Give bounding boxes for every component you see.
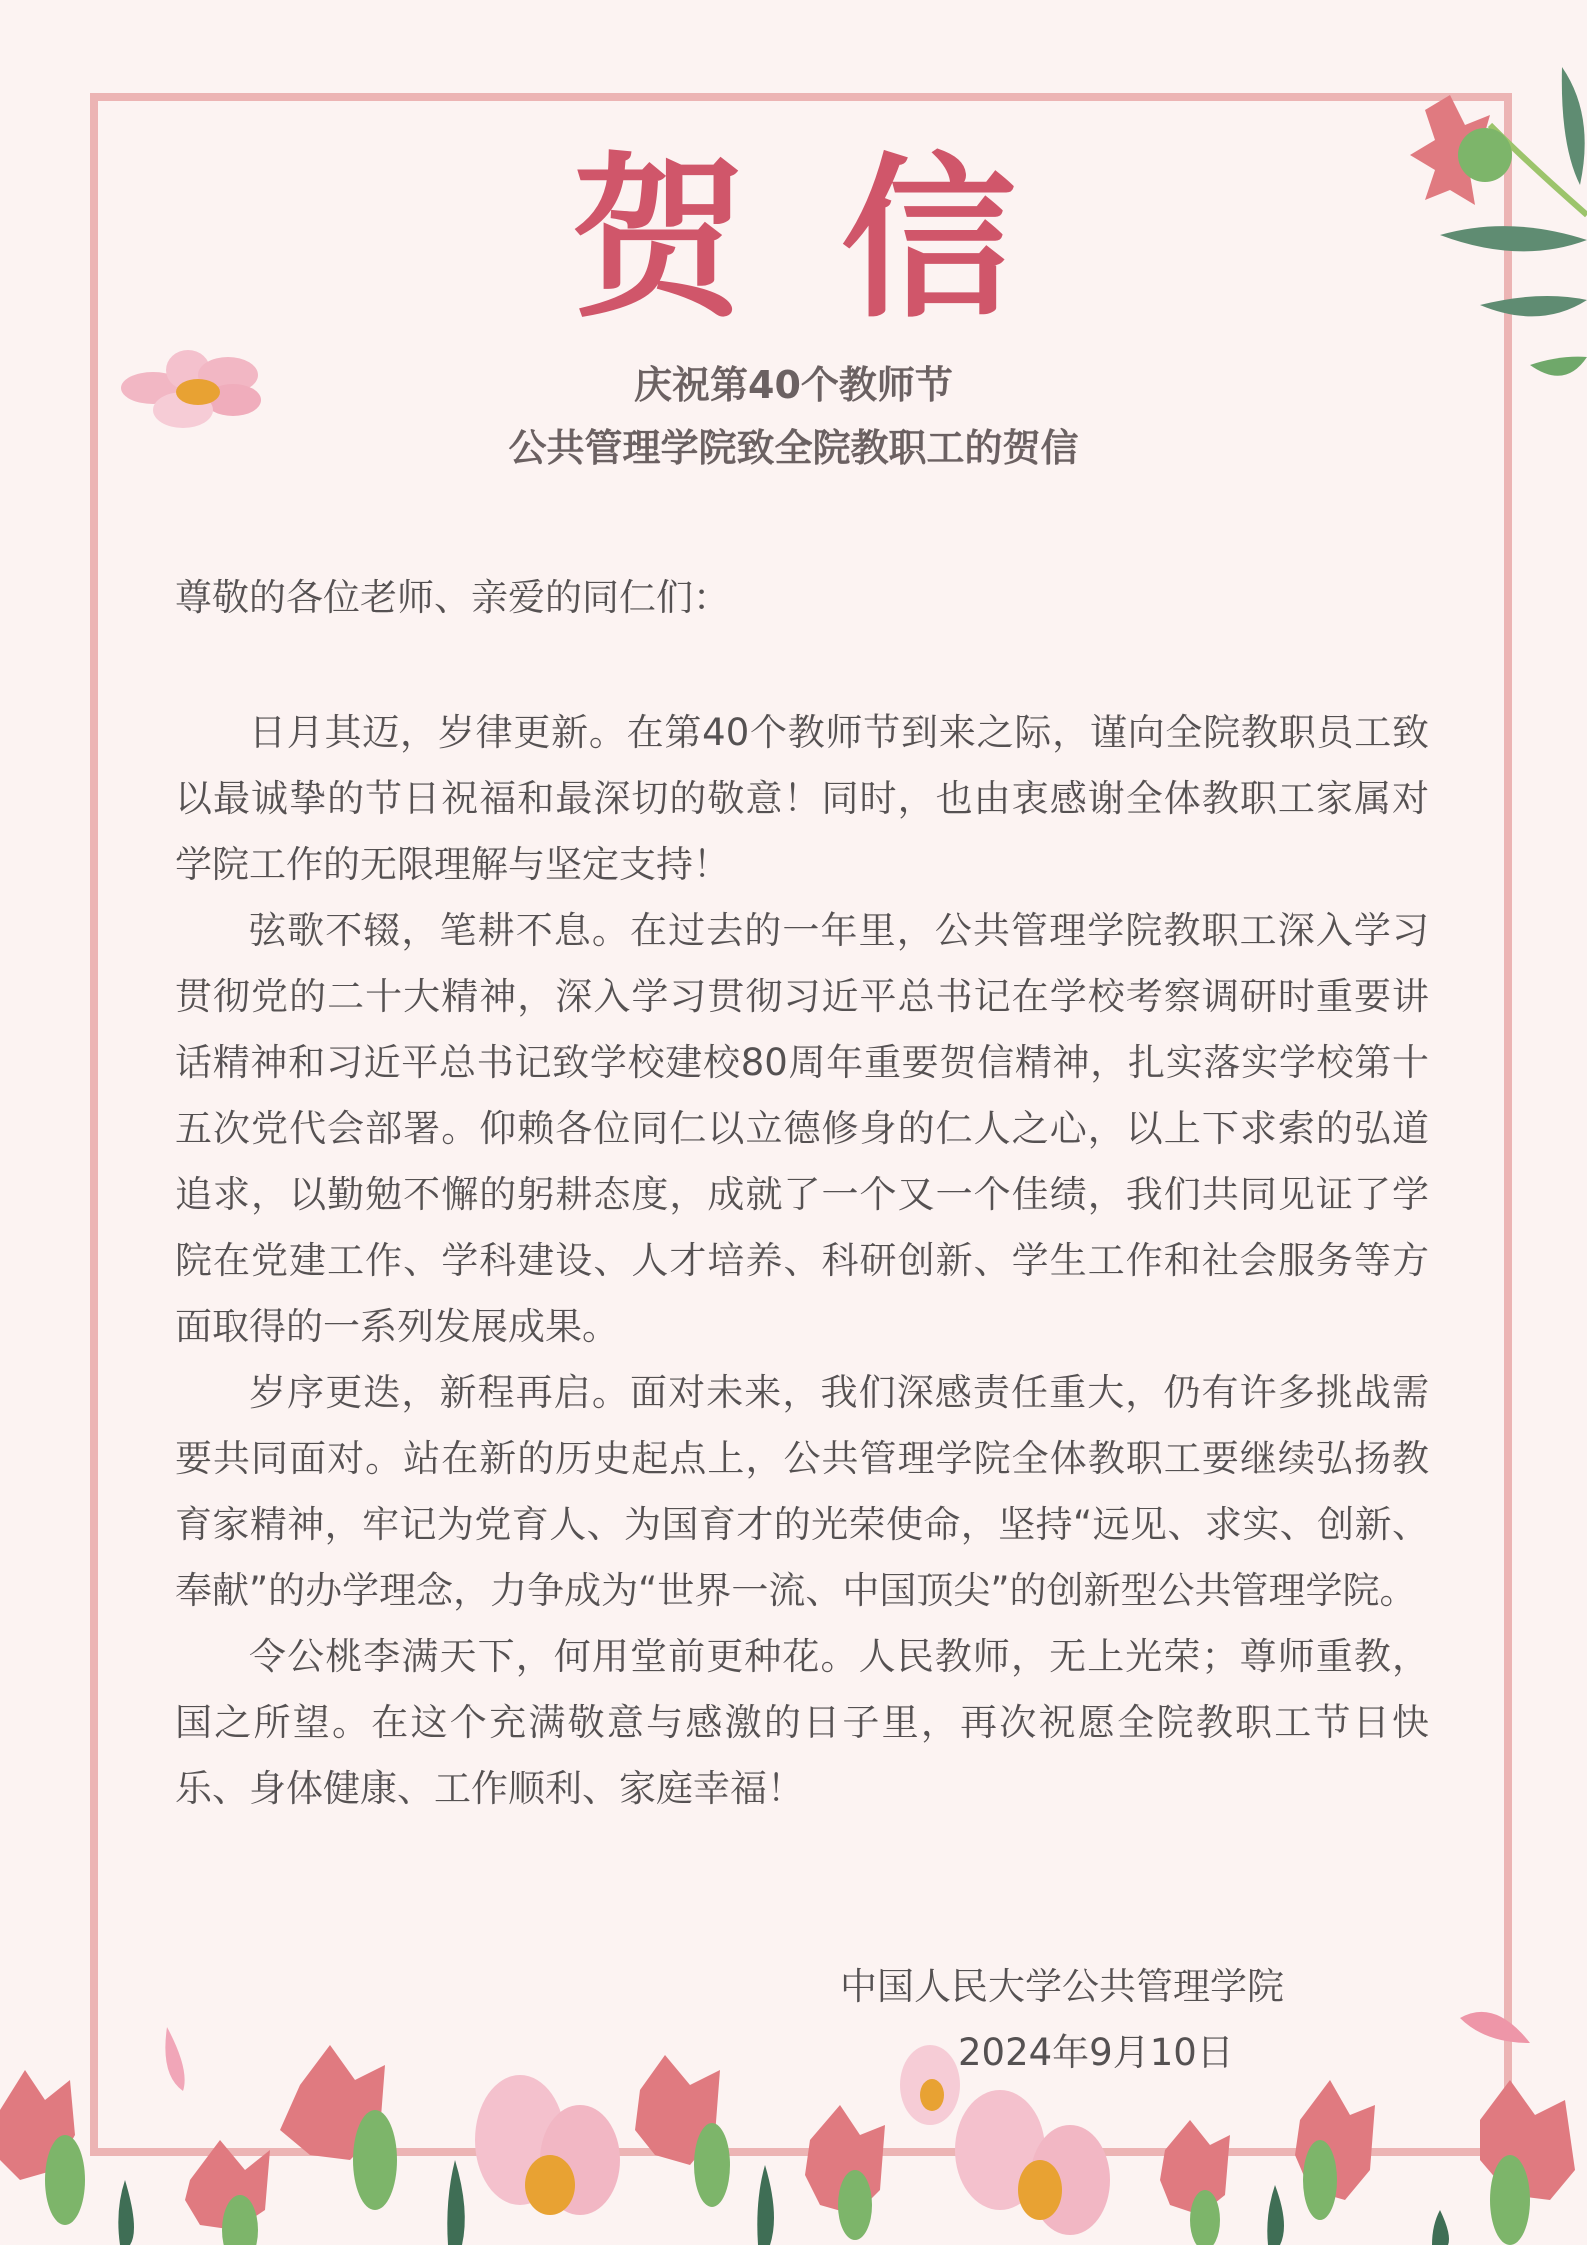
letter-subtitle-occasion: 庆祝第40个教师节 <box>634 363 953 407</box>
letter-paragraph: 岁序更迭，新程再启。面对未来，我们深感责任重大，仍有许多挑战需要共同面对。站在新的历史起点上，公共管理学院全体教职工要继续弘扬教育家精神，牢记为党育人、为国育才的光荣使命，坚持“远见、求实、创新、奉献”的办学理念，力争成为“世界一流、中国顶尖”的创新型公共管理学院。 <box>175 1371 1429 1612</box>
letter-title: 贺信 <box>571 137 1111 342</box>
letter-salutation: 尊敬的各位老师、亲爱的同仁们： <box>175 576 730 619</box>
letter-body <box>175 700 1429 1822</box>
letter-paragraph: 令公桃李满天下，何用堂前更种花。人民教师，无上光荣；尊师重教，国之所望。在这个充满敬意与感激的日子里，再次祝愿全院教职工节日快乐、身体健康、工作顺利、家庭幸福！ <box>175 1635 1429 1810</box>
signature-date: 2024年9月10日 <box>958 2031 1234 2074</box>
letter-paragraph: 弦歌不辍，笔耕不息。在过去的一年里，公共管理学院教职工深入学习贯彻党的二十大精神，深入学习贯彻习近平总书记在学校考察调研时重要讲话精神和习近平总书记致学校建校80周年重要贺信精神，扎实落实学校第十五次党代会部署。仰赖各位同仁以立德修身的仁人之心，以上下求索的弘道追求，以勤勉不懈的躬耕态度，成就了一个又一个佳绩，我们共同见证了学院在党建工作、学科建设、人才培养、科研创新、学生工作和社会服务等方面取得的一系列发展成果。 <box>175 909 1429 1348</box>
signature-organization: 中国人民大学公共管理学院 <box>840 1965 1284 2008</box>
letter-subtitle-sender: 公共管理学院致全院教职工的贺信 <box>508 426 1079 470</box>
letter-paragraph: 日月其迈，岁律更新。在第40个教师节到来之际，谨向全院教职员工致以最诚挚的节日祝福和最深切的敬意！同时，也由衷感谢全体教职工家属对学院工作的无限理解与坚定支持！ <box>175 711 1429 886</box>
bottom-flower-border-decoration <box>0 2040 1587 2245</box>
